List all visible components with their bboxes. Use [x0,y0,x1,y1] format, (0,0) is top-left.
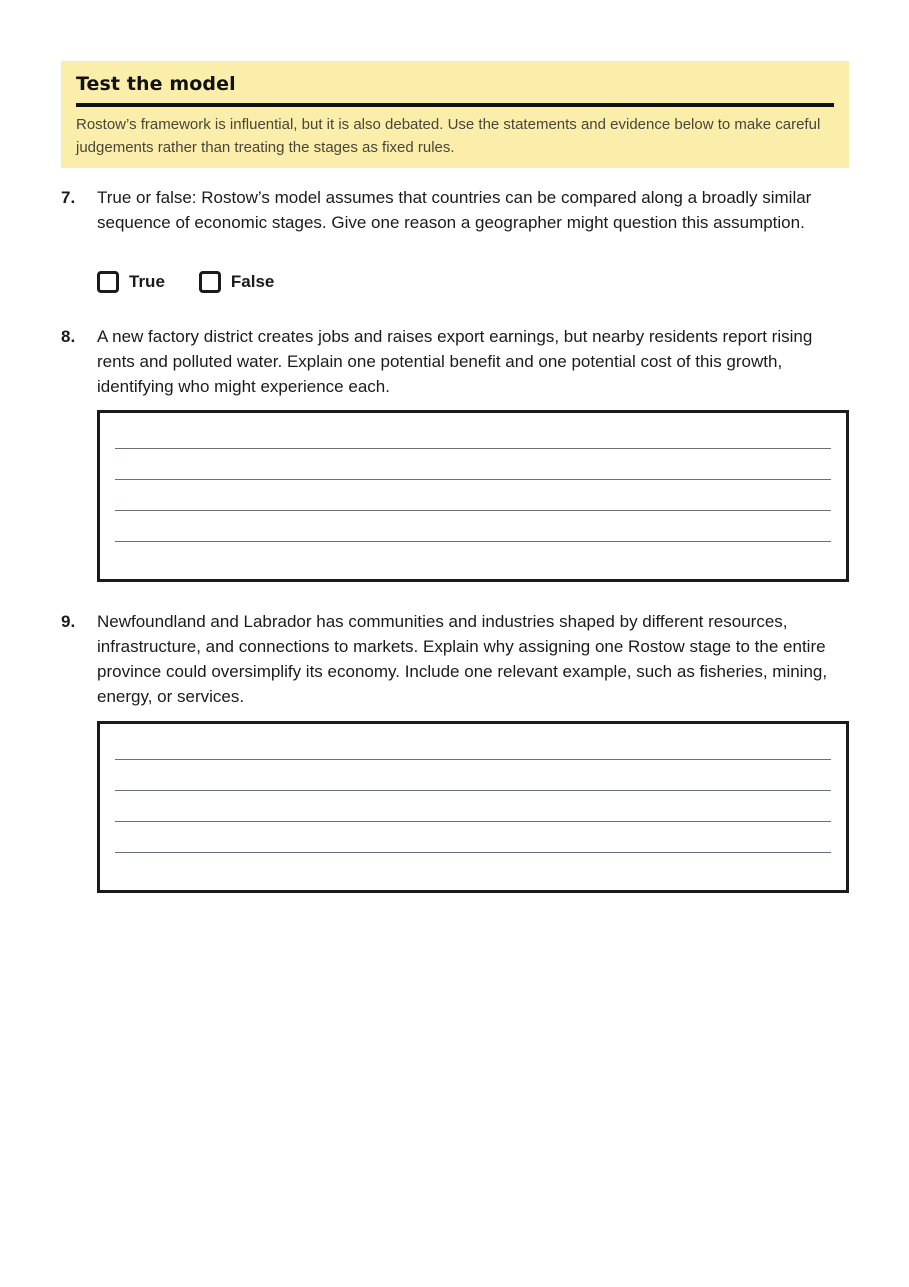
answer-line [115,821,831,822]
option-true[interactable] [97,271,165,293]
answer-line [115,790,831,791]
false-label: False [230,272,275,291]
answer-line [115,852,831,853]
true-false-options [97,271,308,293]
answer-line [115,448,831,449]
question-text: Newfoundland and Labrador has communities and industries shaped by different resources, infrastructure, and connections to markets. Explain why assigning one Rostow stage to the entire province could oversimplify its economy. Include one relevant example, such as fisheries, mining, energy, or services. [97,612,828,706]
answer-line [115,759,831,760]
question-7 [61,185,851,305]
true-checkbox[interactable] [97,271,119,293]
answer-box-9[interactable] [97,721,849,893]
question-8 [61,324,851,404]
callout-divider [76,103,834,107]
question-9 [61,609,851,714]
question-text: True or false: Rostow’s model assumes that countries can be compared along a broadly similar sequence of economic stages. Give one reason a geographer might question this assumption. [97,188,812,232]
callout-title: Test the model [76,73,236,95]
question-number: 7. [61,188,76,207]
callout-body: Rostow’s framework is influential, but it is also debated. Use the statements and evidence below to make careful judgements rather than treating the stages as fixed rules. [76,116,821,156]
answer-box-8[interactable] [97,410,849,582]
question-number: 9. [61,612,76,631]
question-text: A new factory district creates jobs and raises export earnings, but nearby residents report rising rents and polluted water. Explain one potential benefit and one potential cost of this growth, identifying who might experience each. [97,327,813,396]
true-label: True [129,272,165,291]
answer-line [115,510,831,511]
answer-line [115,541,831,542]
option-false[interactable] [199,271,274,293]
question-number: 8. [61,327,76,346]
test-the-model-callout [61,61,849,168]
false-checkbox[interactable] [199,271,221,293]
answer-line [115,479,831,480]
